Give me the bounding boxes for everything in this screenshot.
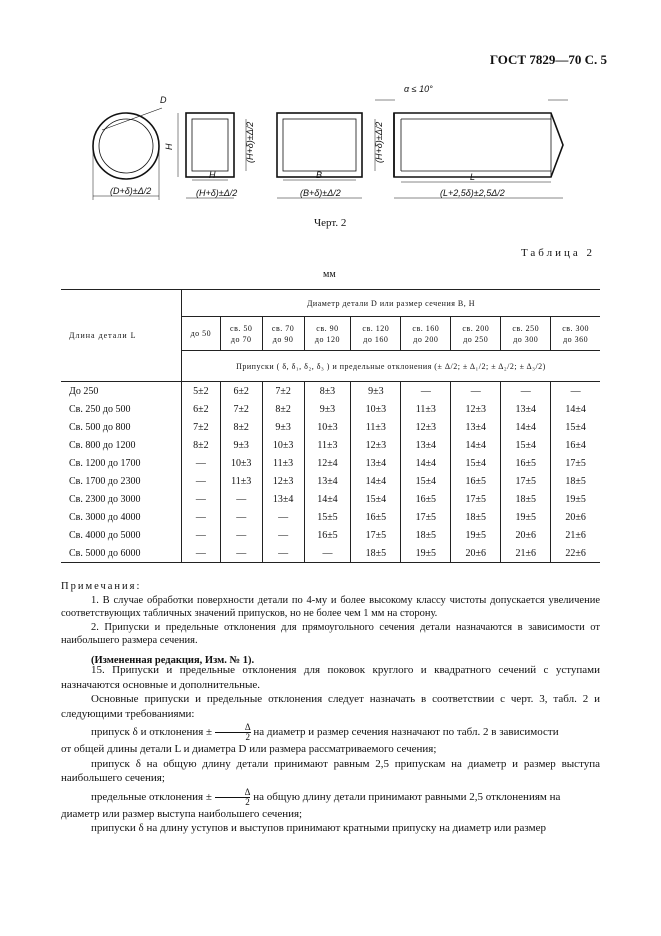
value-cell: 16±4 xyxy=(551,436,600,454)
value-cell: — xyxy=(220,508,262,526)
value-cell: — xyxy=(304,544,351,563)
length-cell: Св. 1200 до 1700 xyxy=(61,454,182,472)
value-cell: 17±5 xyxy=(401,508,451,526)
value-cell: 10±3 xyxy=(351,400,401,418)
edit-note: (Измененная редакция, Изм. № 1). xyxy=(91,654,255,666)
table-row xyxy=(61,418,600,436)
para-c-cont: диаметр или размер выступа наибольшего сечения; xyxy=(61,807,303,820)
value-cell: — xyxy=(182,490,221,508)
value-cell: — xyxy=(451,382,501,401)
value-cell: — xyxy=(220,544,262,563)
value-cell: 13±4 xyxy=(351,454,401,472)
value-cell: — xyxy=(182,526,221,544)
length-cell: Св. 5000 до 6000 xyxy=(61,544,182,563)
value-cell: 7±2 xyxy=(262,382,304,401)
value-cell: 12±4 xyxy=(304,454,351,472)
range-header: св. 50 до 70 xyxy=(220,317,262,351)
value-cell: 18±5 xyxy=(501,490,551,508)
allowance-table xyxy=(61,289,600,563)
value-cell: 10±3 xyxy=(220,454,262,472)
range-header: св. 160 до 200 xyxy=(401,317,451,351)
value-cell: 16±5 xyxy=(351,508,401,526)
length-cell: Св. 800 до 1200 xyxy=(61,436,182,454)
label-dim3: (B+δ)±Δ/2 xyxy=(300,188,341,198)
value-cell: 14±4 xyxy=(401,454,451,472)
para-main: Основные припуски и предельные отклонения следует назначать в соответствии с черт. 3, табл. 2 и следующими требованиями: xyxy=(61,693,600,720)
range-header: св. 200 до 250 xyxy=(451,317,501,351)
value-cell: 17±5 xyxy=(351,526,401,544)
value-cell: 11±3 xyxy=(262,454,304,472)
value-cell: 12±3 xyxy=(262,472,304,490)
table-row xyxy=(61,454,600,472)
value-cell: 18±5 xyxy=(351,544,401,563)
range-header: св. 120 до 160 xyxy=(351,317,401,351)
value-cell: 14±4 xyxy=(551,400,600,418)
value-cell: 13±4 xyxy=(262,490,304,508)
value-cell: 15±4 xyxy=(401,472,451,490)
value-cell: 15±4 xyxy=(551,418,600,436)
figure-caption: Черт. 2 xyxy=(314,217,347,229)
value-cell: 14±4 xyxy=(501,418,551,436)
value-cell: 5±2 xyxy=(182,382,221,401)
value-cell: 12±3 xyxy=(451,400,501,418)
value-cell: 8±3 xyxy=(304,382,351,401)
group-header: Диаметр детали D или размер сечения B, H xyxy=(182,290,601,317)
unit-label: мм xyxy=(323,269,336,280)
value-cell: — xyxy=(220,490,262,508)
length-cell: Св. 250 до 500 xyxy=(61,400,182,418)
value-cell: 12±3 xyxy=(351,436,401,454)
value-cell: 19±5 xyxy=(401,544,451,563)
value-cell: 9±3 xyxy=(304,400,351,418)
note-2: 2. Припуски и предельные отклонения для прямоугольного сечения детали назначаются в зависимости от наибольшего размера сечения. xyxy=(61,621,600,646)
value-cell: 8±2 xyxy=(262,400,304,418)
value-cell: — xyxy=(182,472,221,490)
rect-section xyxy=(277,113,362,177)
range-header: до 50 xyxy=(182,317,221,351)
value-cell: — xyxy=(401,382,451,401)
length-cell: Св. 2300 до 3000 xyxy=(61,490,182,508)
label-d: D xyxy=(160,95,167,105)
value-cell: — xyxy=(262,508,304,526)
value-cell: 19±5 xyxy=(551,490,600,508)
round-section xyxy=(93,113,159,179)
para-b: припуск δ на общую длину детали принимают равным 2,5 припускам на диаметр и размер выступа наибольшего сечения; xyxy=(61,757,600,784)
table-row xyxy=(61,544,600,563)
value-cell: 20±6 xyxy=(501,526,551,544)
value-cell: 6±2 xyxy=(220,382,262,401)
value-cell: — xyxy=(262,544,304,563)
label-h2: (H+δ)±Δ/2 xyxy=(245,121,255,163)
para-15: 15. Припуски и предельные отклонения для поковок круглого и квадратного сечений с уступами назначаются основные и дополнительные. xyxy=(61,664,600,691)
value-cell: 12±3 xyxy=(401,418,451,436)
value-cell: 15±4 xyxy=(451,454,501,472)
range-header: св. 300 до 360 xyxy=(551,317,600,351)
value-cell: — xyxy=(220,526,262,544)
value-cell: 9±3 xyxy=(351,382,401,401)
value-cell: 18±5 xyxy=(401,526,451,544)
length-cell: До 250 xyxy=(61,382,182,401)
table-row xyxy=(61,526,600,544)
range-header: св. 90 до 120 xyxy=(304,317,351,351)
value-cell: 8±2 xyxy=(182,436,221,454)
table-row xyxy=(61,382,600,401)
para-a: припуск δ и отклонения ± $\frac{\Delta}{2}$ на диаметр и размер сечения назначают по табл. 2 в зависимости xyxy=(91,722,559,742)
notes-title: Примечания: xyxy=(61,581,142,592)
length-cell: Св. 500 до 800 xyxy=(61,418,182,436)
body-text xyxy=(61,663,600,836)
table-row xyxy=(61,472,600,490)
label-dim4-l: L xyxy=(470,172,476,182)
range-header: св. 70 до 90 xyxy=(262,317,304,351)
square-section-1 xyxy=(186,113,234,177)
value-cell: 14±4 xyxy=(304,490,351,508)
value-cell: 16±5 xyxy=(451,472,501,490)
value-cell: 7±2 xyxy=(220,400,262,418)
value-cell: 10±3 xyxy=(262,436,304,454)
table-row xyxy=(61,508,600,526)
value-cell: 17±5 xyxy=(551,454,600,472)
value-cell: 21±6 xyxy=(551,526,600,544)
value-cell: 9±3 xyxy=(220,436,262,454)
value-cell: 20±6 xyxy=(551,508,600,526)
value-cell: 14±4 xyxy=(351,472,401,490)
table-row xyxy=(61,400,600,418)
label-dim3-b: B xyxy=(316,170,323,180)
value-cell: 14±4 xyxy=(451,436,501,454)
value-cell: 8±2 xyxy=(220,418,262,436)
label-dim4: (L+2,5δ)±2,5Δ/2 xyxy=(440,188,505,198)
label-alpha: α ≤ 10° xyxy=(404,84,433,94)
label-dim2-h: H xyxy=(209,170,216,180)
value-cell: 13±4 xyxy=(401,436,451,454)
value-cell: 15±5 xyxy=(304,508,351,526)
value-cell: 18±5 xyxy=(551,472,600,490)
value-cell: — xyxy=(551,382,600,401)
value-cell: — xyxy=(182,508,221,526)
value-cell: 18±5 xyxy=(451,508,501,526)
value-cell: 11±3 xyxy=(220,472,262,490)
value-cell: 15±4 xyxy=(351,490,401,508)
value-cell: 13±4 xyxy=(304,472,351,490)
para-a-cont: от общей длины детали L и диаметра D или размера рассматриваемого сечения; xyxy=(61,743,437,755)
value-cell: 17±5 xyxy=(501,472,551,490)
table-caption: Таблица 2 xyxy=(520,247,595,259)
value-cell: 13±4 xyxy=(451,418,501,436)
value-cell: 20±6 xyxy=(451,544,501,563)
long-part xyxy=(394,113,563,177)
value-cell: 16±5 xyxy=(501,454,551,472)
value-cell: 11±3 xyxy=(304,436,351,454)
length-cell: Св. 1700 до 2300 xyxy=(61,472,182,490)
value-cell: 10±3 xyxy=(304,418,351,436)
value-cell: 22±6 xyxy=(551,544,600,563)
value-cell: 16±5 xyxy=(304,526,351,544)
value-cell: — xyxy=(262,526,304,544)
value-cell: — xyxy=(501,382,551,401)
table-row xyxy=(61,436,600,454)
value-cell: 19±5 xyxy=(501,508,551,526)
value-cell: 9±3 xyxy=(262,418,304,436)
value-cell: 19±5 xyxy=(451,526,501,544)
label-h1: H xyxy=(164,143,174,150)
notes-block xyxy=(61,580,600,667)
value-cell: 16±5 xyxy=(401,490,451,508)
value-cell: 6±2 xyxy=(182,400,221,418)
technical-drawing xyxy=(0,0,661,215)
col-length-header: Длина детали L xyxy=(61,290,182,382)
sub-header: Припуски ( δ, δ₁, δ₂, δ₃ ) и предельные отклонения (± Δ/2; ± Δ₁/2; ± Δ₂/2; ± Δ₃/2) xyxy=(182,351,601,382)
para-d: припуски δ на длину уступов и выступов принимают кратными припуску на диаметр или размер xyxy=(91,822,546,834)
length-cell: Св. 3000 до 4000 xyxy=(61,508,182,526)
value-cell: 21±6 xyxy=(501,544,551,563)
table-row xyxy=(61,490,600,508)
value-cell: — xyxy=(182,454,221,472)
value-cell: 17±5 xyxy=(451,490,501,508)
range-header: св. 250 до 300 xyxy=(501,317,551,351)
value-cell: — xyxy=(182,544,221,563)
para-c: предельные отклонения ± $\frac{\Delta}{2}$ на общую длину детали принимают равными 2,5 отклонениям на xyxy=(91,786,561,807)
label-dim1: (D+δ)±Δ/2 xyxy=(110,186,152,196)
value-cell: 11±3 xyxy=(401,400,451,418)
value-cell: 15±4 xyxy=(501,436,551,454)
note-1: 1. В случае обработки поверхности детали по 4-му и более высокому классу чистоты допускается увеличение соответствующих табличных значений припусков, но не более чем 1 мм на сторону. xyxy=(61,594,600,619)
value-cell: 11±3 xyxy=(351,418,401,436)
label-b-side: (H+δ)±Δ/2 xyxy=(374,121,384,163)
value-cell: 7±2 xyxy=(182,418,221,436)
label-dim2: (H+δ)±Δ/2 xyxy=(196,188,238,198)
length-cell: Св. 4000 до 5000 xyxy=(61,526,182,544)
page-header: ГОСТ 7829—70 С. 5 xyxy=(489,52,607,67)
value-cell: 13±4 xyxy=(501,400,551,418)
